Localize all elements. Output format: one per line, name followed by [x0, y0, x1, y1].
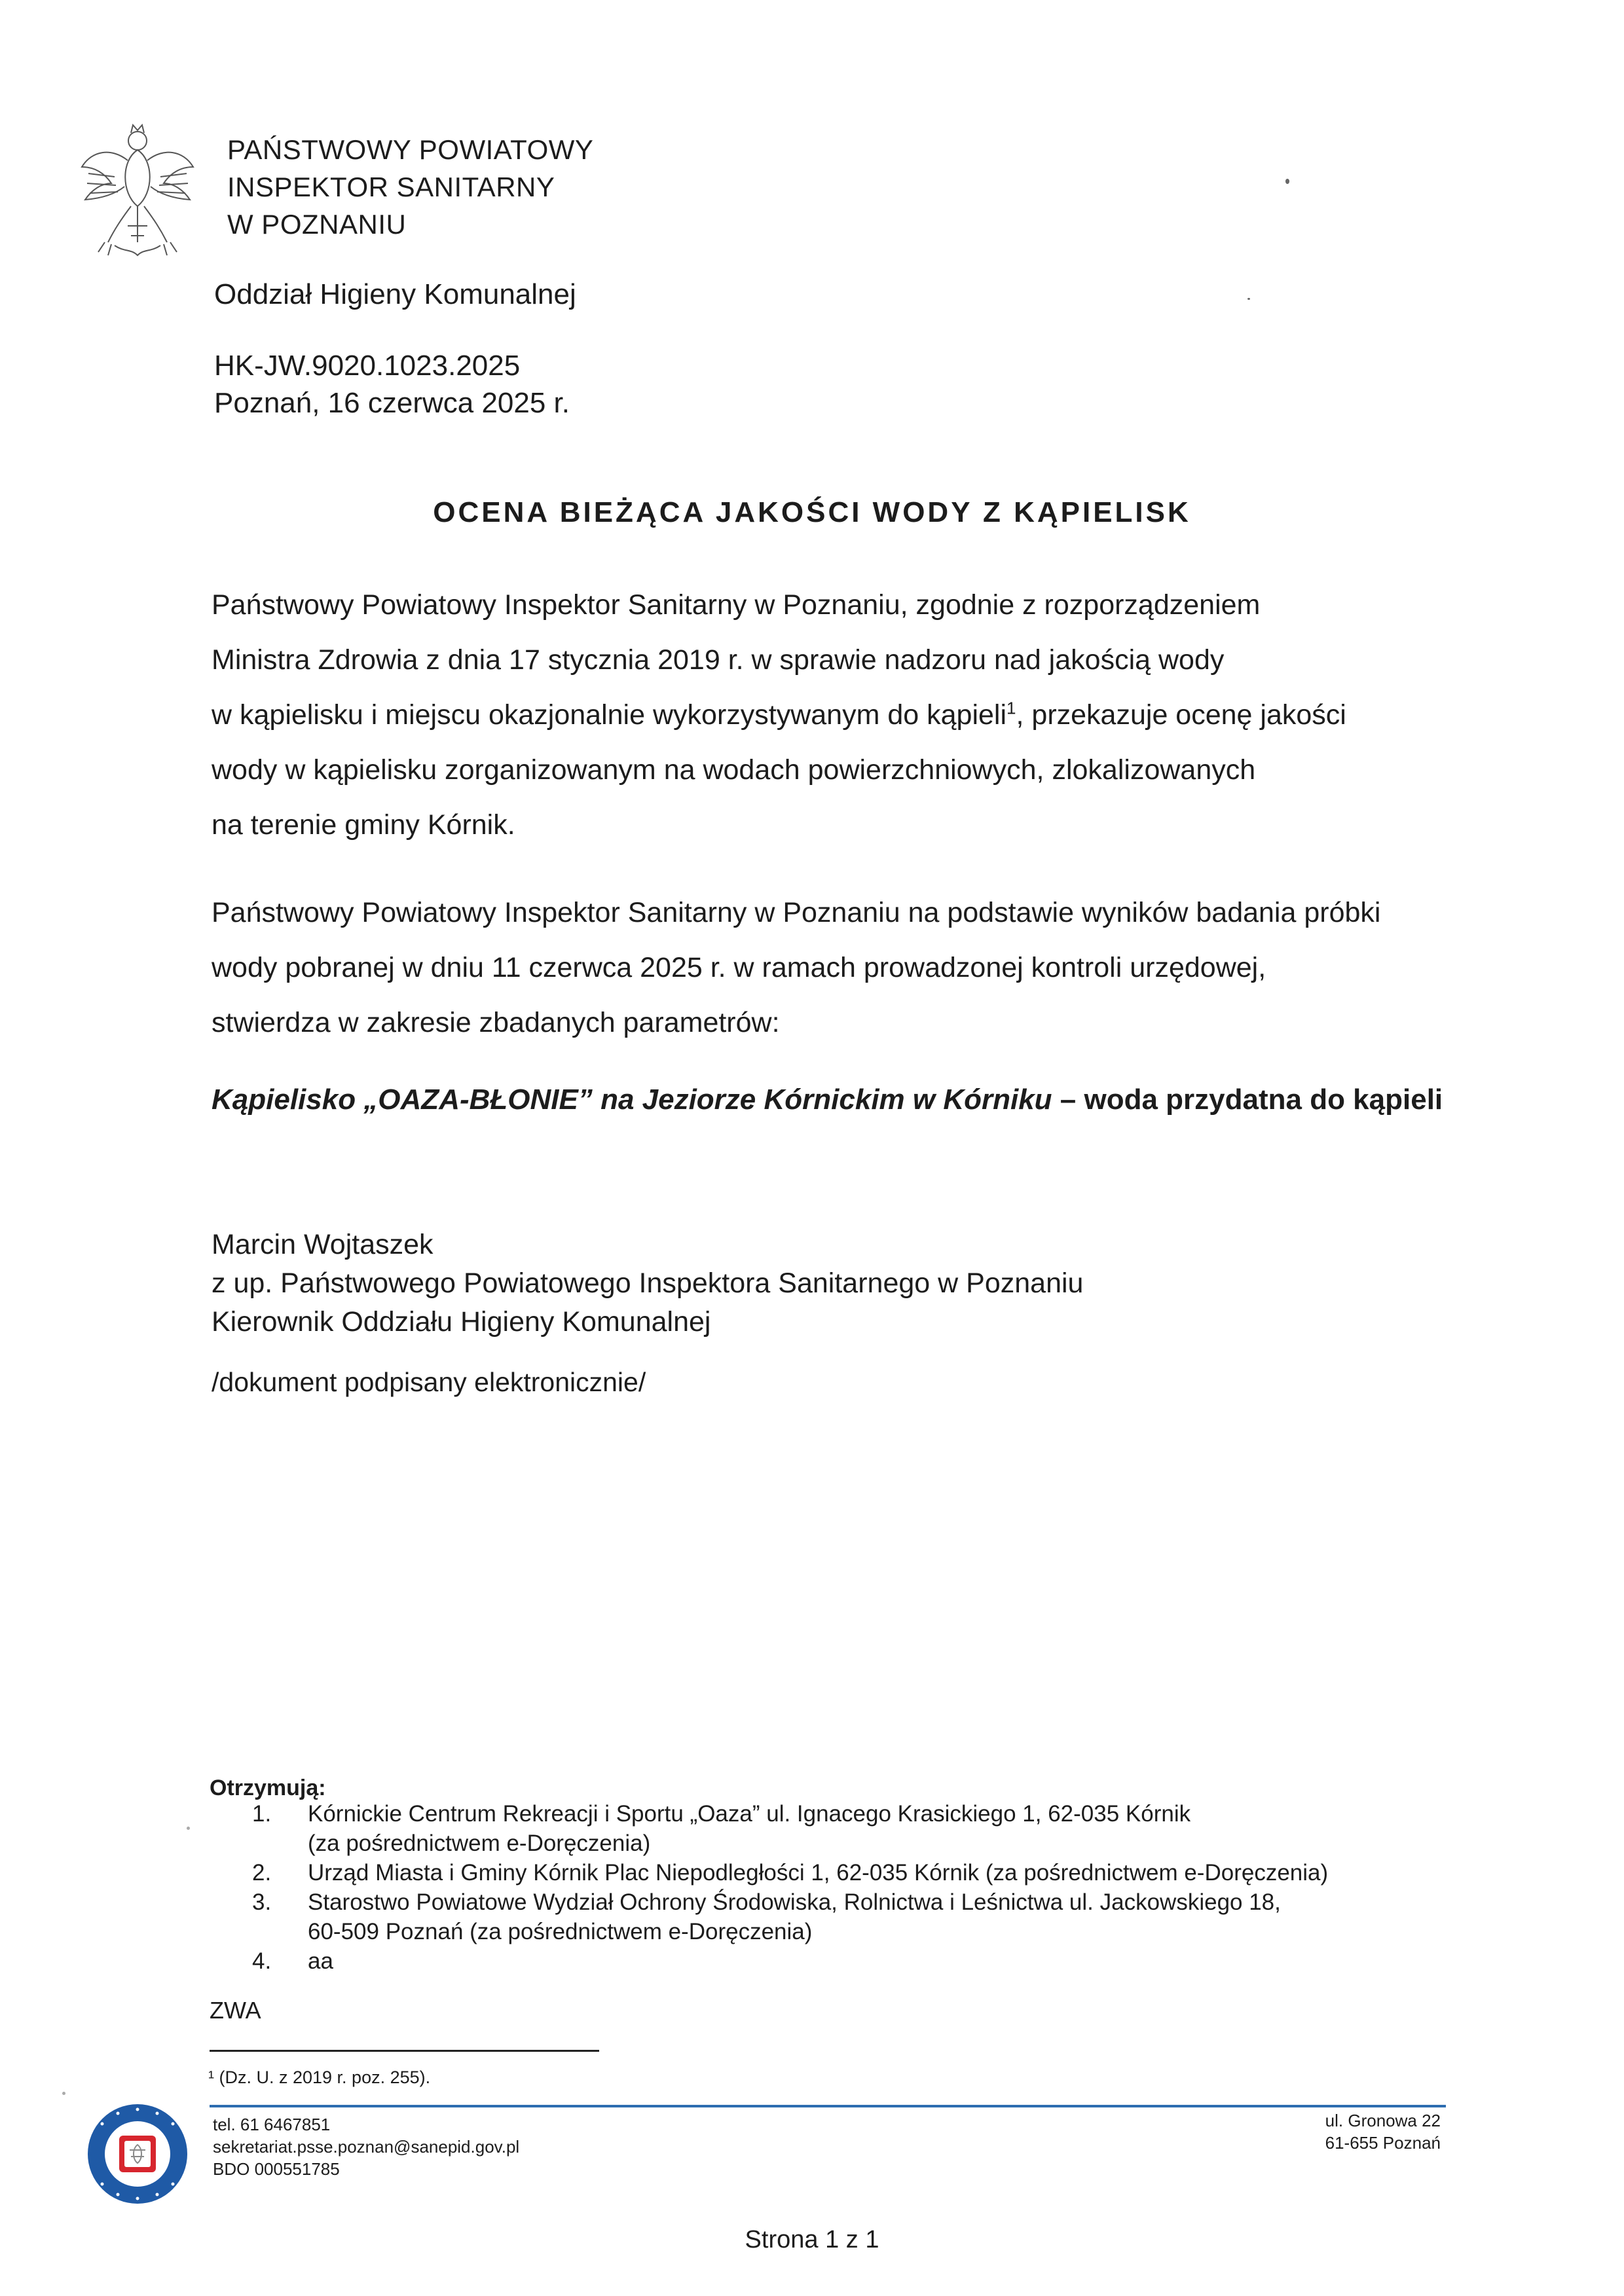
authority-line: PAŃSTWOWY POWIATOWY: [227, 134, 594, 165]
reference-block: [214, 347, 570, 422]
signature-block: [212, 1226, 1083, 1341]
signer-authority: z up. Państwowego Powiatowego Inspektora Sanitarnego w Poznaniu: [212, 1267, 1084, 1299]
footer-bdo: BDO 000551785: [213, 2159, 340, 2179]
paragraph-line: Państwowy Powiatowy Inspektor Sanitarny w Poznaniu, zgodnie z rozporządzeniem: [212, 589, 1261, 621]
department-name: Oddział Higieny Komunalnej: [214, 278, 576, 310]
paragraph-findings: [212, 885, 1456, 1050]
scan-speck: [1285, 179, 1289, 184]
footer-street: ul. Gronowa 22: [1325, 2111, 1441, 2130]
paragraph-line: wody pobranej w dniu 11 czerwca 2025 r. w ramach prowadzonej kontroli urzędowej,: [212, 952, 1266, 983]
sanitary-inspection-logo-icon: [85, 2102, 190, 2206]
issuing-authority: [227, 131, 593, 243]
footer-phone: tel. 61 6467851: [213, 2115, 331, 2134]
paragraph-line: Państwowy Powiatowy Inspektor Sanitarny w Poznaniu na podstawie wyników badania próbki: [212, 897, 1381, 928]
list-number: 2.: [252, 1860, 272, 1886]
footer-email: sekretariat.psse.poznan@sanepid.gov.pl: [213, 2137, 520, 2157]
paragraph-line: wody w kąpielisku zorganizowanym na wodach powierzchniowych, zlokalizowanych: [212, 754, 1256, 786]
eagle-crest-icon: [75, 121, 200, 262]
paragraph-line: na terenie gminy Kórnik.: [212, 809, 515, 841]
authority-line: W POZNANIU: [227, 209, 407, 240]
recipient-text: aa: [308, 1948, 333, 1974]
place-date: Poznań, 16 czerwca 2025 r.: [214, 387, 570, 419]
footnote-divider: [210, 2050, 599, 2052]
list-number: 3.: [252, 1889, 272, 1915]
electronic-signature-note: /dokument podpisany elektronicznie/: [212, 1367, 646, 1397]
document-title: OCENA BIEŻĄCA JAKOŚCI WODY Z KĄPIELISK: [433, 496, 1191, 528]
reference-number: HK-JW.9020.1023.2025: [214, 350, 521, 382]
scan-speck: [187, 1827, 190, 1830]
footer-divider: [210, 2105, 1446, 2107]
recipients-list: [252, 1799, 1464, 1976]
paragraph-line: stwierdza w zakresie zbadanych parametrów:: [212, 1007, 780, 1038]
recipient-text: Starostwo Powiatowe Wydział Ochrony Środowiska, Rolnictwa i Leśnictwa ul. Jackowskiego 18,: [308, 1889, 1281, 1915]
paragraph-line: Ministra Zdrowia z dnia 17 stycznia 2019 r. w sprawie nadzoru nad jakością wody: [212, 644, 1225, 676]
recipient-text: (za pośrednictwem e-Doręczenia): [308, 1831, 651, 1856]
result-separator: –: [1052, 1084, 1084, 1116]
scan-speck: [1247, 298, 1250, 300]
paragraph-line: [212, 687, 1456, 742]
assessment-result: [212, 1084, 1443, 1116]
list-item: [252, 1946, 1464, 1976]
footnote-ref: 1: [1006, 698, 1016, 718]
scan-speck: [62, 2092, 65, 2095]
result-verdict: woda przydatna do kąpieli: [1084, 1084, 1443, 1116]
list-number: 4.: [252, 1948, 272, 1974]
list-number: 1.: [252, 1801, 272, 1827]
list-item: [252, 1799, 1464, 1858]
list-item: [252, 1887, 1464, 1946]
bathing-site-name: Kąpielisko „OAZA-BŁONIE” na Jeziorze Kórnickim w Kórniku: [212, 1084, 1052, 1116]
recipient-text: Kórnickie Centrum Rekreacji i Sportu „Oaza” ul. Ignacego Krasickiego 1, 62-035 Kórnik: [308, 1801, 1191, 1827]
recipient-text: Urząd Miasta i Gminy Kórnik Plac Niepodległości 1, 62-035 Kórnik (za pośrednictwem e-Doręczenia): [308, 1860, 1329, 1886]
footer-contact: [213, 2113, 519, 2180]
paragraph-text: , przekazuje ocenę jakości: [1016, 699, 1346, 731]
archive-mark: ZWA: [210, 1997, 261, 2024]
paragraph-text: w kąpielisku i miejscu okazjonalnie wykorzystywanym do kąpieli: [212, 699, 1007, 731]
recipients-heading: Otrzymują:: [210, 1776, 326, 1800]
footnote: ¹ (Dz. U. z 2019 r. poz. 255).: [208, 2068, 431, 2087]
paragraph-intro: [212, 577, 1456, 852]
recipient-text: 60-509 Poznań (za pośrednictwem e-Doręczenia): [308, 1919, 813, 1944]
list-item: [252, 1858, 1464, 1887]
footer-address: [1244, 2109, 1441, 2154]
page-number: Strona 1 z 1: [745, 2226, 879, 2253]
signer-name: Marcin Wojtaszek: [212, 1229, 434, 1260]
authority-line: INSPEKTOR SANITARNY: [227, 172, 555, 202]
footer-city: 61-655 Poznań: [1325, 2133, 1441, 2153]
signer-position: Kierownik Oddziału Higieny Komunalnej: [212, 1306, 711, 1338]
